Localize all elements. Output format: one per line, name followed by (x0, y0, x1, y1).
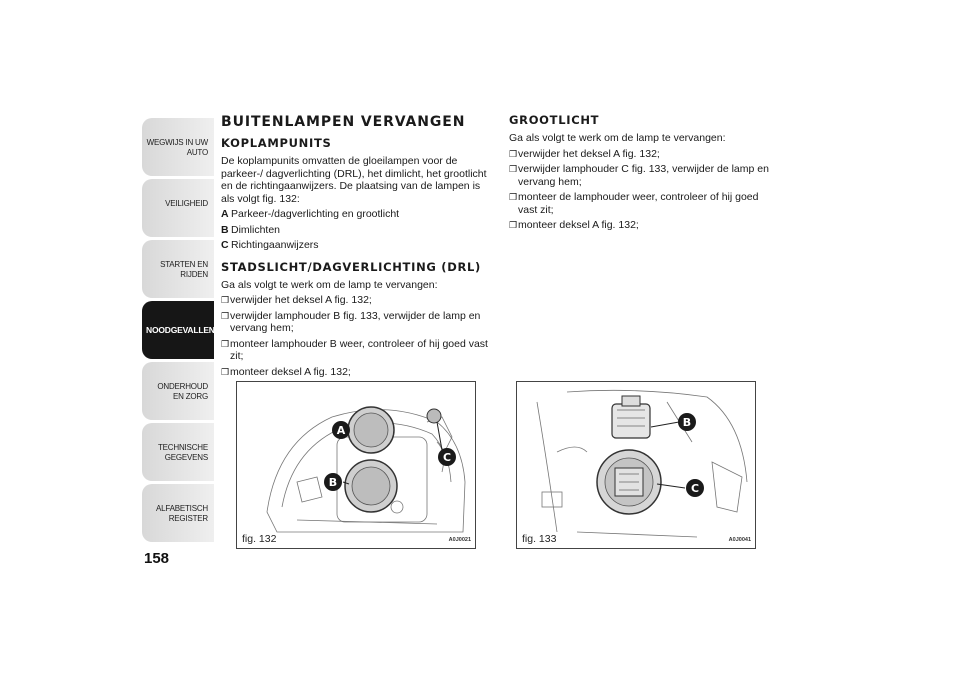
tab-alfabetisch[interactable]: ALFABETISCH REGISTER (142, 484, 214, 542)
list-item: C Richtingaanwijzers (221, 239, 319, 251)
checkbox-bullet-icon: ❒ (509, 164, 518, 174)
tab-technische[interactable]: TECHNISCHE GEGEVENS (142, 423, 214, 481)
figure-code: A0J0021 (448, 537, 471, 543)
page-title: BUITENLAMPEN VERVANGEN (221, 114, 466, 130)
checkbox-bullet-icon: ❒ (221, 295, 230, 305)
callout-a (332, 421, 350, 439)
tab-noodgevallen[interactable]: NOODGEVALLEN (142, 301, 214, 359)
section-title-koplampunits: KOPLAMPUNITS (221, 136, 332, 150)
tab-wegwijs[interactable]: WEGWIJS IN UW AUTO (142, 118, 214, 176)
svg-text:C: C (442, 451, 452, 464)
svg-text:A: A (336, 424, 346, 437)
section-text: De koplampunits omvatten de gloeilampen voor de parkeer-/ dagverlichting (DRL), het dimlicht, het grootlicht en de richtingaanwijzers. De plaatsing van de lampen is als volgt fig. 132: (221, 155, 487, 205)
list-item: ❒ monteer de lamphouder weer, controleer of hij goed vast zit; (509, 191, 759, 216)
checkbox-bullet-icon: ❒ (509, 220, 518, 230)
list-item: ❒ verwijder lamphouder C fig. 133, verwijder de lamp en vervang hem; (509, 163, 769, 188)
figure-133 (516, 381, 756, 549)
tab-onderhoud[interactable]: ONDERHOUD EN ZORG (142, 362, 214, 420)
callout-c (686, 479, 704, 497)
tab-starten[interactable]: STARTEN EN RIJDEN (142, 240, 214, 298)
right-column (509, 113, 771, 235)
tab-veiligheid[interactable]: VEILIGHEID (142, 179, 214, 237)
svg-text:B: B (682, 416, 692, 429)
svg-text:B: B (328, 476, 338, 489)
figure-caption: fig. 133 (522, 533, 557, 545)
list-item: ❒ verwijder het deksel A fig. 132; (221, 294, 372, 306)
list-item: ❒ monteer deksel A fig. 132; (221, 365, 351, 378)
list-item: ❒ monteer deksel A fig. 132; (509, 219, 639, 231)
checkbox-bullet-icon: ❒ (509, 192, 518, 202)
bulb-holder-bottom (597, 450, 661, 514)
figure-code: A0J0041 (728, 537, 751, 543)
headlamp-illustration (237, 382, 476, 549)
list-item: B Dimlichten (221, 223, 281, 236)
figure-132 (236, 381, 476, 549)
list-item: A Parkeer-/dagverlichting en grootlicht (221, 208, 400, 220)
checkbox-bullet-icon: ❒ (221, 366, 230, 377)
list-item: ❒ verwijder het deksel A fig. 132; (509, 147, 660, 160)
page-number: 158 (144, 550, 170, 567)
section-title-grootlicht: GROOTLICHT (509, 113, 600, 127)
callout-b (678, 413, 696, 431)
list-item: ❒ verwijder lamphouder B fig. 133, verwijder de lamp en vervang hem; (221, 309, 481, 334)
checkbox-bullet-icon: ❒ (221, 310, 230, 321)
section-title-drl: STADSLICHT/DAGVERLICHTING (DRL) (221, 259, 481, 274)
section-intro: Ga als volgt te werk om de lamp te vervangen: (221, 278, 438, 291)
svg-text:C: C (690, 482, 700, 495)
section-intro: Ga als volgt te werk om de lamp te vervangen: (509, 132, 726, 144)
figure-caption: fig. 132 (242, 533, 277, 545)
checkbox-bullet-icon: ❒ (221, 338, 230, 349)
list-item: ❒ monteer lamphouder B weer, controleer of hij goed vast zit; (221, 337, 488, 362)
callout-c (438, 448, 456, 466)
bulb-holder-illustration (517, 382, 756, 549)
left-column (221, 113, 493, 381)
checkbox-bullet-icon: ❒ (509, 148, 518, 159)
callout-b (324, 473, 342, 491)
bulb-holder-top (612, 396, 650, 438)
